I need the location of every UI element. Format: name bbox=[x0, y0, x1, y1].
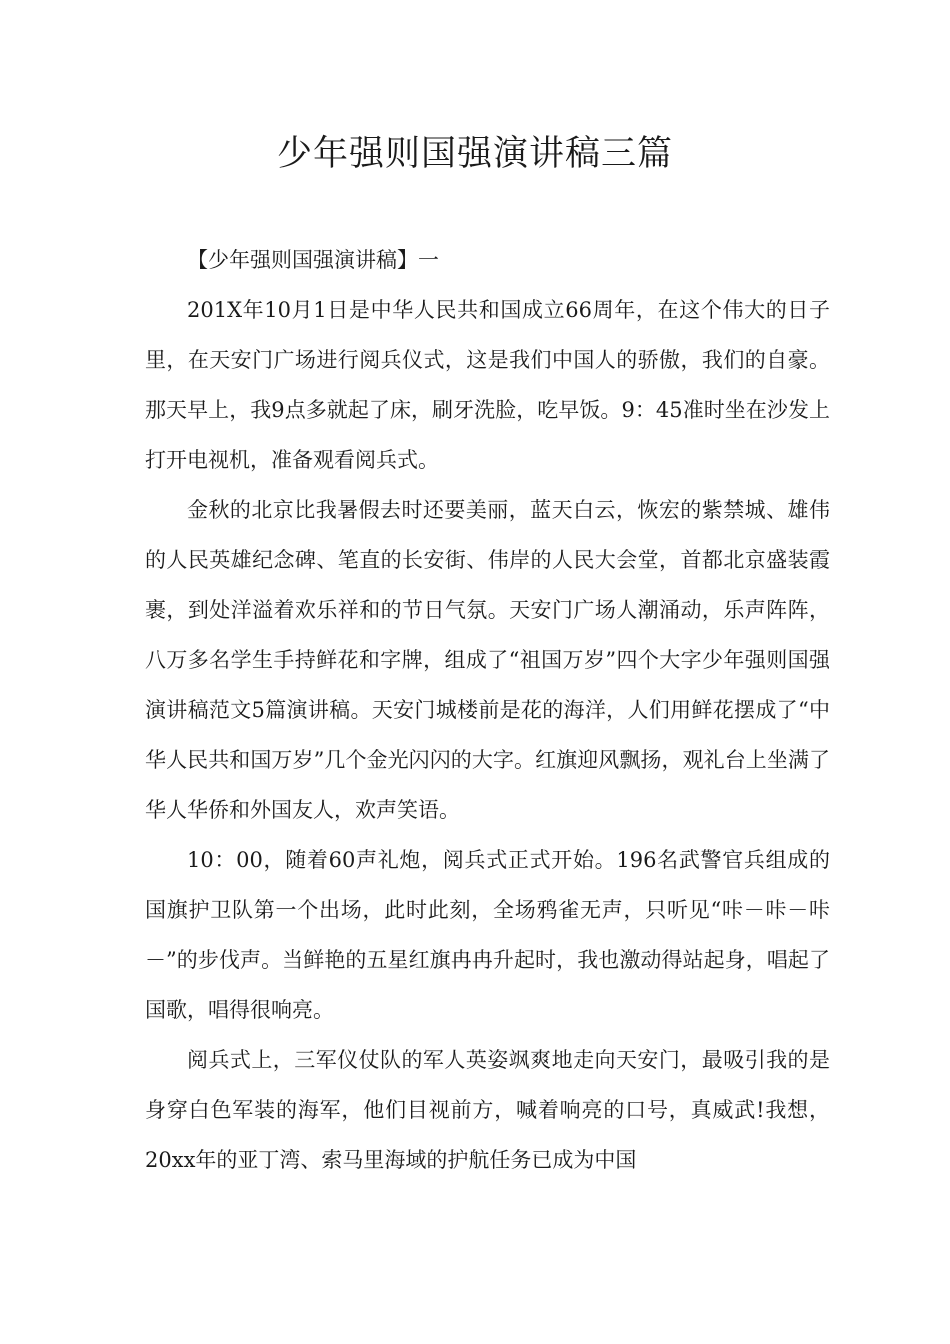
section-heading: 【少年强则国强演讲稿】一 bbox=[187, 248, 439, 272]
paragraph-3: 10：00，随着60声礼炮，阅兵式正式开始。196名武警官兵组成的国旗护卫队第一个出场，此时此刻，全场鸦雀无声，只听见“咔－咔－咔－”的步伐声。当鲜艳的五星红旗冉冉升起时，我也激动得站起身，唱起了国歌，唱得很响亮。 bbox=[145, 848, 830, 1022]
document-body bbox=[145, 235, 830, 1185]
paragraph-1: 201X年10月1日是中华人民共和国成立66周年，在这个伟大的日子里，在天安门广场进行阅兵仪式，这是我们中国人的骄傲，我们的自豪。那天早上，我9点多就起了床，刷牙洗脸，吃早饭。9：45准时坐在沙发上打开电视机，准备观看阅兵式。 bbox=[145, 298, 830, 472]
document-title: 少年强则国强演讲稿三篇 bbox=[276, 134, 673, 174]
paragraph-4: 阅兵式上，三军仪仗队的军人英姿飒爽地走向天安门，最吸引我的是身穿白色军装的海军，他们目视前方，喊着响亮的口号，真威武!我想，20xx年的亚丁湾、索马里海域的护航任务已成为中国 bbox=[145, 1048, 830, 1172]
paragraph-2: 金秋的北京比我暑假去时还要美丽，蓝天白云，恢宏的紫禁城、雄伟的人民英雄纪念碑、笔直的长安街、伟岸的人民大会堂，首都北京盛装霞裹，到处洋溢着欢乐祥和的节日气氛。天安门广场人潮涌动，乐声阵阵，八万多名学生手持鲜花和字牌，组成了“祖国万岁”四个大字少年强则国强演讲稿范文5篇演讲稿。天安门城楼前是花的海洋，人们用鲜花摆成了“中华人民共和国万岁”几个金光闪闪的大字。红旗迎风飘扬，观礼台上坐满了华人华侨和外国友人，欢声笑语。 bbox=[145, 498, 830, 822]
